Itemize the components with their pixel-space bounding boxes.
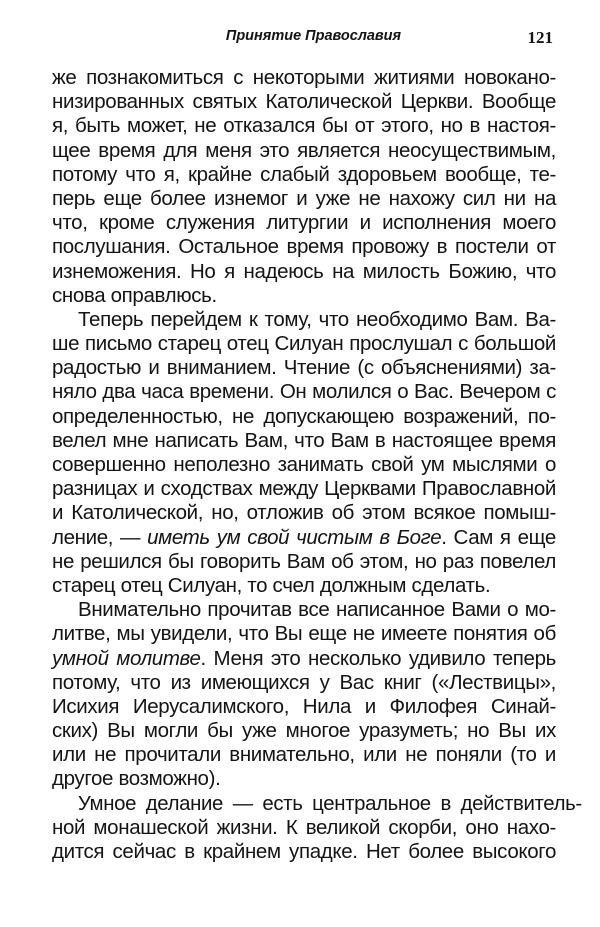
text-line: щее время для меня это является неосуществимым,: [52, 138, 556, 162]
text-line: низированных святых Католической Церкви. Вообще: [52, 90, 556, 114]
running-title: Принятие Православия: [225, 28, 402, 44]
text-line: ше письмо старец отец Силуан прослушал с большой: [52, 332, 556, 356]
text-line: совершенно неполезно занимать свой ум мыслями о: [52, 453, 556, 476]
text-line: [52, 526, 556, 550]
text-segment: . Меня это несколько удивило теперь: [200, 646, 556, 670]
text-line: няло два часа времени. Он молился о Вас. Вечером с: [52, 380, 556, 404]
emphasis-text: умной молитве: [52, 646, 201, 670]
text-segment: ление, —: [52, 525, 148, 549]
text-line: и Католической, но, отложив об этом всякое помыш-: [52, 501, 556, 525]
text-line: послушания. Остальное время провожу в постели от: [52, 235, 556, 259]
text-line: старец отец Силуан, то счел должным сделать.: [52, 573, 491, 597]
text-segment: . Сам я еще: [441, 525, 556, 549]
text-line: ских) Вы могли бы уже многое уразуметь; но Вы их: [52, 719, 556, 743]
text-line: Исихия Иерусалимского, Нила и Филофея Синай-: [52, 694, 556, 718]
text-line: изнеможения. Но я надеюсь на милость Божию, что: [52, 259, 556, 283]
text-line: [52, 647, 556, 671]
text-line: Теперь перейдем к тому, что необходимо Вам. Ва-: [78, 307, 556, 331]
text-line: радостью и вниманием. Чтение (с объяснениями) за-: [52, 356, 556, 380]
text-line: потому, что из имеющихся у Вас книг («Лествицы»,: [52, 670, 556, 694]
text-line: велел мне написать Вам, что Вам в настоящее время: [52, 428, 556, 452]
running-head: [52, 28, 555, 50]
text-line: Умное делание — есть центральное в действитель-: [77, 791, 582, 815]
text-line: ной монашеской жизни. К великой скорби, оно нахо-: [52, 815, 556, 839]
text-line: разницах и сходствах между Церквами Православной: [52, 477, 556, 501]
text-line: Внимательно прочитав все написанное Вами о мо-: [78, 598, 556, 622]
text-line: снова оправлюсь.: [52, 283, 217, 307]
text-line: же познакомиться с некоторыми житиями новокано-: [52, 66, 556, 89]
text-line: не решился бы говорить Вам об этом, но раз повелел: [52, 549, 556, 573]
text-line: другое возможно).: [52, 767, 221, 791]
text-line: я, быть может, не отказался бы от этого, но в настоя-: [52, 114, 556, 138]
page-body-text: [52, 66, 582, 864]
page-number: 121: [527, 28, 553, 47]
text-line: определенностью, не допускающею возражений, по-: [52, 404, 556, 428]
emphasis-text: иметь ум свой чистым в Боге: [147, 525, 442, 549]
text-line: перь еще более изнемог и уже не нахожу сил ни на: [52, 186, 556, 210]
text-line: потому что я, крайне слабый здоровьем вообще, те-: [52, 162, 556, 186]
text-line: или не прочитали внимательно, или не поняли (то и: [52, 743, 556, 767]
text-line: дится сейчас в крайнем упадке. Нет более высокого: [52, 840, 556, 863]
text-line: что, кроме служения литургии и исполнения моего: [52, 211, 556, 235]
text-line: литве, мы увидели, что Вы еще не имеете понятия об: [52, 622, 556, 646]
